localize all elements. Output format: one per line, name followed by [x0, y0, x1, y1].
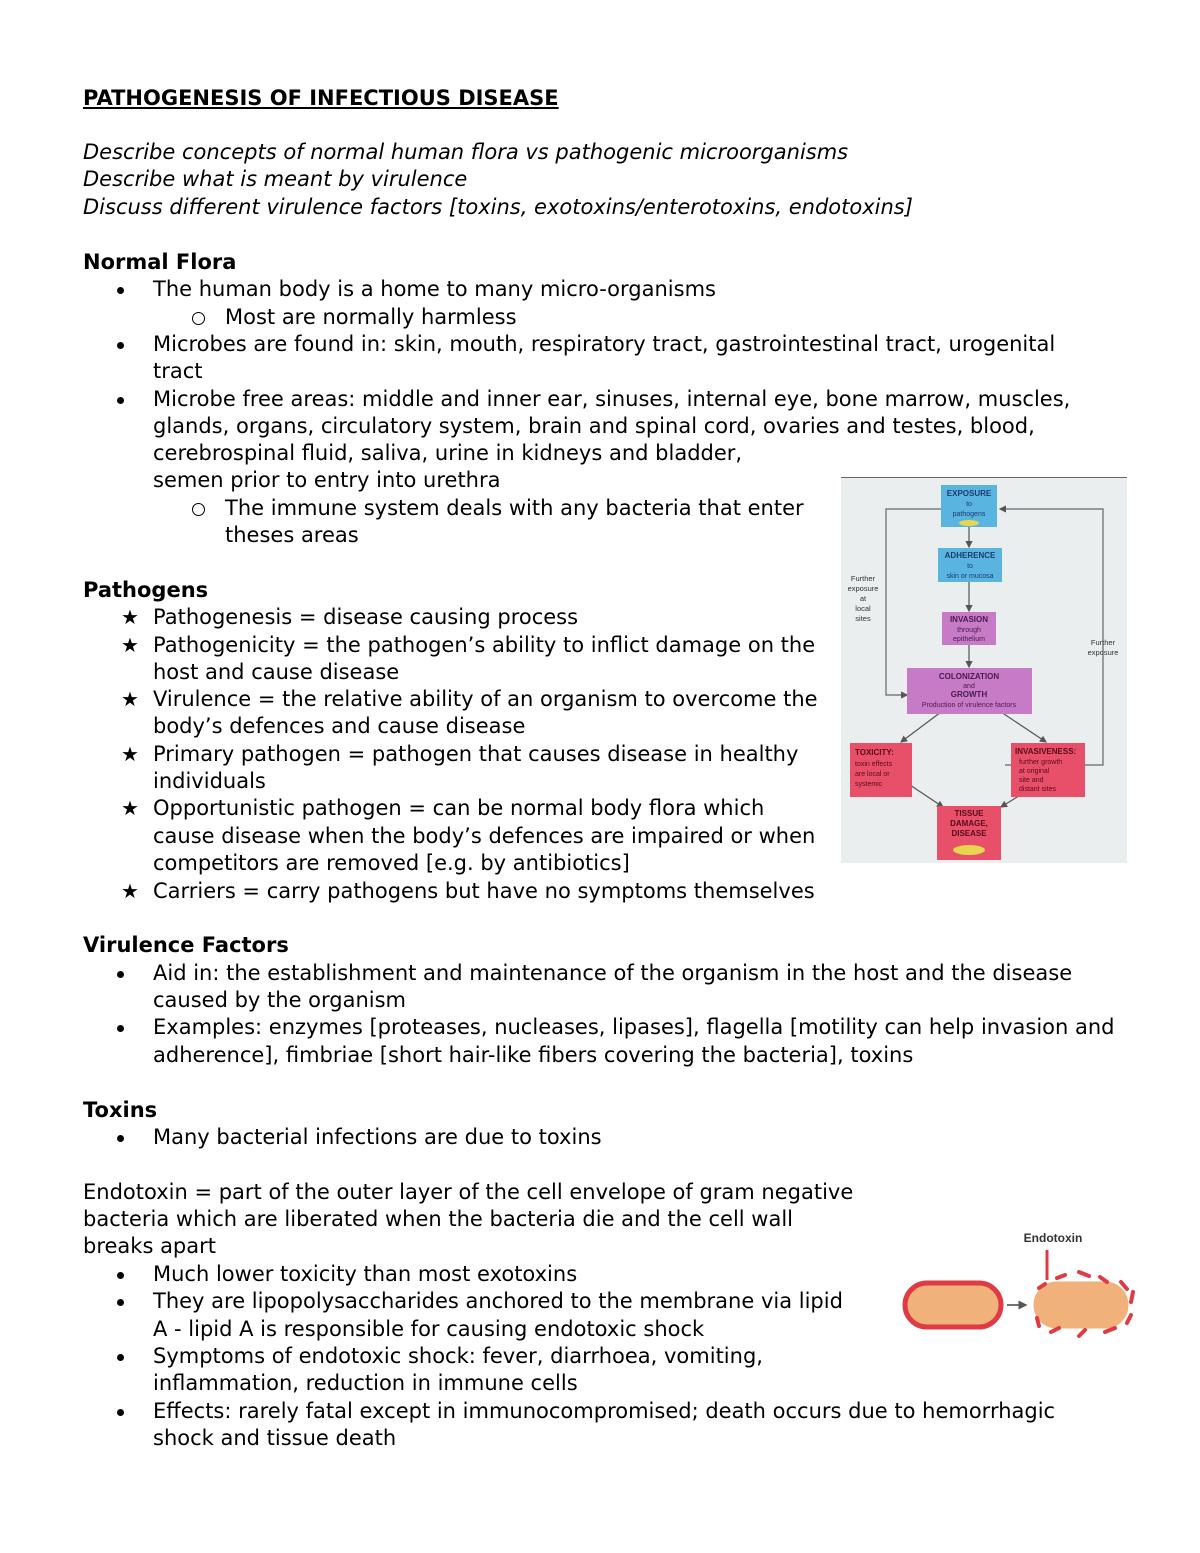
normal-flora-item: Microbes are found in: skin, mouth, respiratory tract, gastrointestinal tract, urogenital — [153, 332, 1056, 356]
bullet-icon — [110, 276, 130, 303]
bullet-icon — [110, 1261, 130, 1288]
toxicity-label: TOXICITY: — [855, 748, 894, 757]
bullet-icon — [110, 1124, 130, 1151]
endotoxin-paragraph-cont: bacteria which are liberated when the bacteria die and the cell wall — [83, 1207, 794, 1231]
left-loop-label-5: sites — [855, 614, 871, 623]
bullet-icon — [110, 331, 130, 358]
virulence-item-cont: adherence], fimbriae [short hair-like fibers covering the bacteria], toxins — [153, 1043, 914, 1067]
pathogens-item-cont: cause disease when the body’s defences are impaired or when — [153, 824, 816, 848]
sub-bullet-icon — [188, 495, 208, 522]
star-bullet-icon: ★ — [121, 687, 139, 711]
normal-flora-item: Microbe free areas: middle and inner ear, sinuses, internal eye, bone marrow, muscles, — [153, 387, 1071, 411]
invasiveness-label-2: further growth — [1019, 759, 1063, 766]
pathogens-item-cont: competitors are removed [e.g. by antibiotics] — [153, 851, 630, 875]
left-loop-label: Further — [850, 574, 876, 583]
invasion-label-2: through — [957, 627, 981, 634]
normal-flora-item-cont: cerebrospinal fluid, saliva, urine in kidneys and bladder, — [153, 441, 743, 465]
toxins-item: Many bacterial infections are due to toxins — [153, 1125, 602, 1149]
pathogens-item-cont: body’s defences and cause disease — [153, 714, 526, 738]
pathogens-item: Pathogenesis = disease causing process — [153, 605, 579, 629]
right-loop-label-2: exposure — [1087, 648, 1119, 657]
endotoxin-figure-label: Endotoxin — [1023, 1231, 1083, 1245]
left-loop-label-3: at — [859, 594, 867, 603]
endotoxin-paragraph-cont: breaks apart — [83, 1234, 217, 1258]
colonization-label: COLONIZATION — [938, 672, 1000, 681]
document-title: PATHOGENESIS OF INFECTIOUS DISEASE — [83, 86, 559, 110]
toxicity-label-3: are local or — [855, 771, 890, 778]
normal-flora-subitem: Most are normally harmless — [225, 305, 517, 329]
virulence-item-cont: caused by the organism — [153, 988, 407, 1012]
damage-label-3: DISEASE — [951, 829, 987, 838]
objective-3: Discuss different virulence factors [toxins, exotoxins/enterotoxins, endotoxins] — [83, 195, 913, 219]
invasiveness-label-4: site and — [1019, 777, 1044, 784]
endotoxin-figure — [895, 1220, 1145, 1340]
left-loop-label-4: local — [855, 604, 871, 613]
invasion-label-3: epithelium — [953, 636, 985, 643]
sub-bullet-icon — [188, 304, 208, 331]
pathogens-item-cont: individuals — [153, 769, 266, 793]
bullet-icon — [110, 1014, 130, 1041]
virulence-item: Examples: enzymes [proteases, nucleases, lipases], flagella [motility can help invasion and — [153, 1015, 1115, 1039]
invasiveness-label-5: distant sites — [1019, 786, 1056, 793]
bullet-icon — [110, 960, 130, 987]
star-bullet-icon: ★ — [121, 742, 139, 766]
normal-flora-subitem: The immune system deals with any bacteria that enter — [225, 496, 804, 520]
colonization-label-2: and — [963, 683, 975, 690]
left-loop-label-2: exposure — [847, 584, 879, 593]
adherence-label-2: to — [967, 563, 973, 570]
exposure-label-2: to — [966, 501, 972, 508]
pathogens-heading: Pathogens — [83, 578, 209, 602]
bullet-icon — [110, 1288, 130, 1315]
invasion-label: INVASION — [949, 615, 989, 624]
normal-flora-item: The human body is a home to many micro-organisms — [153, 277, 716, 301]
lysed-bacterium — [1035, 1283, 1127, 1327]
toxins-heading: Toxins — [83, 1098, 158, 1122]
star-bullet-icon: ★ — [121, 633, 139, 657]
star-bullet-icon: ★ — [121, 879, 139, 903]
endotoxin-item-cont: A - lipid A is responsible for causing endotoxic shock — [153, 1317, 705, 1341]
normal-flora-item-cont: semen prior to entry into urethra — [153, 468, 501, 492]
damage-label: TISSUE — [954, 809, 984, 818]
bullet-icon — [110, 386, 130, 413]
invasiveness-label-3: at original — [1019, 768, 1050, 775]
pathogens-item: Carriers = carry pathogens but have no symptoms themselves — [153, 879, 815, 903]
star-bullet-icon: ★ — [121, 796, 139, 820]
endotoxin-item: Effects: rarely fatal except in immunocompromised; death occurs due to hemorrhagic — [153, 1399, 1056, 1423]
pathogens-item: Opportunistic pathogen = can be normal body flora which — [153, 796, 765, 820]
endotoxin-item: Much lower toxicity than most exotoxins — [153, 1262, 578, 1286]
pathogens-item: Primary pathogen = pathogen that causes disease in healthy — [153, 742, 799, 766]
objective-1: Describe concepts of normal human flora vs pathogenic microorganisms — [83, 140, 849, 164]
colonization-label-3: GROWTH — [950, 690, 988, 699]
endotoxin-item-cont: shock and tissue death — [153, 1426, 397, 1450]
normal-flora-item-cont: glands, organs, circulatory system, brain and spinal cord, ovaries and testes, blood, — [153, 414, 1035, 438]
toxicity-label-4: systemic — [855, 781, 883, 788]
colonization-label-4: Production of virulence factors — [921, 702, 1017, 709]
endotoxin-item-cont: inflammation, reduction in immune cells — [153, 1371, 578, 1395]
normal-flora-item-cont: tract — [153, 359, 203, 383]
normal-flora-subitem-cont: theses areas — [225, 523, 359, 547]
invasiveness-label: INVASIVENESS: — [1015, 747, 1077, 756]
right-loop-label: Further — [1090, 638, 1116, 647]
bullet-icon — [110, 1398, 130, 1425]
damage-label-2: DAMAGE, — [950, 819, 988, 828]
pathogens-item: Virulence = the relative ability of an organism to overcome the — [153, 687, 818, 711]
intact-bacterium — [905, 1283, 1001, 1327]
virulence-factors-heading: Virulence Factors — [83, 933, 289, 957]
bullet-icon — [110, 1343, 130, 1370]
toxicity-label-2: toxin effects — [855, 761, 893, 768]
pathogens-item: Pathogenicity = the pathogen’s ability to inflict damage on the — [153, 633, 816, 657]
adherence-label-3: skin or mucosa — [946, 573, 994, 580]
exposure-label: EXPOSURE — [946, 489, 992, 498]
normal-flora-heading: Normal Flora — [83, 250, 237, 274]
virulence-item: Aid in: the establishment and maintenance of the organism in the host and the disease — [153, 961, 1073, 985]
pathogenesis-flowchart — [841, 477, 1127, 863]
adherence-label: ADHERENCE — [944, 551, 996, 560]
pathogens-item-cont: host and cause disease — [153, 660, 400, 684]
endotoxin-item: Symptoms of endotoxic shock: fever, diarrhoea, vomiting, — [153, 1344, 763, 1368]
exposure-label-3: pathogens — [952, 511, 986, 518]
star-bullet-icon: ★ — [121, 605, 139, 629]
objective-2: Describe what is meant by virulence — [83, 167, 468, 191]
endotoxin-paragraph: Endotoxin = part of the outer layer of the cell envelope of gram negative — [83, 1180, 854, 1204]
endotoxin-item: They are lipopolysaccharides anchored to the membrane via lipid — [153, 1289, 843, 1313]
